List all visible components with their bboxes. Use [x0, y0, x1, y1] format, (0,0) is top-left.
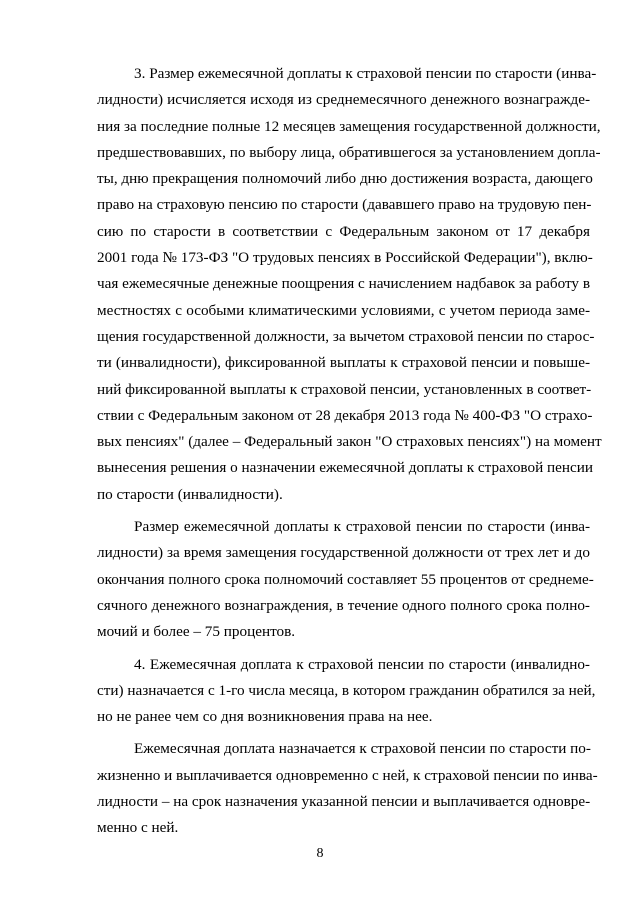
text-line: Ежемесячная доплата назначается к страховой пенсии по старости по-	[134, 740, 591, 758]
document-body	[97, 61, 602, 842]
text-line: лидности – на срок назначения указанной пенсии и выплачивается одновре-	[97, 793, 591, 811]
text-line: 2001 года № 173-ФЗ "О трудовых пенсиях в Российской Федерации"), вклю-	[97, 249, 593, 267]
text-line: предшествовавших, по выбору лица, обратившегося за установлением допла-	[97, 143, 601, 161]
text-line: окончания полного срока полномочий составляет 55 процентов от среднеме-	[97, 570, 594, 588]
paragraph-4	[97, 736, 598, 841]
paragraph-2	[97, 514, 594, 645]
text-line: сию по старости в соответствии с Федеральным законом от 17 декабря	[97, 222, 590, 240]
text-line: ний фиксированной выплаты к страховой пенсии, установленных в соответ-	[97, 380, 592, 398]
text-line: право на страховую пенсию по старости (дававшего право на трудовую пен-	[97, 196, 592, 214]
text-line: лидности) исчисляется исходя из среднемесячного денежного вознагражде-	[97, 91, 590, 109]
paragraph-1	[97, 61, 602, 508]
text-line: ти (инвалидности), фиксированной выплаты к страховой пенсии и повыше-	[97, 354, 590, 372]
text-line: жизненно и выплачивается одновременно с ней, к страховой пенсии по инва-	[97, 766, 598, 784]
text-line: но не ранее чем со дня возникновения права на нее.	[97, 708, 433, 726]
text-line: щения государственной должности, за вычетом страховой пенсии по старос-	[97, 327, 595, 345]
text-line: сти) назначается с 1-го числа месяца, в котором гражданин обратился за ней,	[97, 681, 596, 699]
text-line: лидности) за время замещения государственной должности от трех лет и до	[97, 544, 590, 562]
text-line: ты, дню прекращения полномочий либо дню достижения возраста, дающего	[97, 170, 593, 188]
text-line: местностях с особыми климатическими условиями, с учетом периода заме-	[97, 301, 590, 319]
page-number: 8	[316, 846, 324, 861]
text-line: по старости (инвалидности).	[97, 485, 283, 503]
paragraph-3	[97, 652, 596, 731]
text-line: 3. Размер ежемесячной доплаты к страховой пенсии по старости (инва-	[134, 65, 597, 82]
text-line: Размер ежемесячной доплаты к страховой пенсии по старости (инва-	[134, 518, 590, 536]
text-line: чая ежемесячные денежные поощрения с начислением надбавок за работу в	[97, 275, 590, 293]
text-line: вых пенсиях" (далее – Федеральный закон "О страховых пенсиях") на момент	[97, 433, 602, 451]
text-line: ния за последние полные 12 месяцев замещения государственной должности,	[97, 117, 601, 135]
text-line: сячного денежного вознаграждения, в течение одного полного срока полно-	[97, 596, 590, 614]
text-line: 4. Ежемесячная доплата к страховой пенсии по старости (инвалидно-	[134, 655, 590, 673]
text-line: вынесения решения о назначении ежемесячной доплаты к страховой пенсии	[97, 459, 594, 477]
text-line: мочий и более – 75 процентов.	[97, 623, 296, 641]
text-line: ствии с Федеральным законом от 28 декабря 2013 года № 400-ФЗ "О страхо-	[97, 406, 593, 424]
text-line: менно с ней.	[97, 819, 179, 837]
